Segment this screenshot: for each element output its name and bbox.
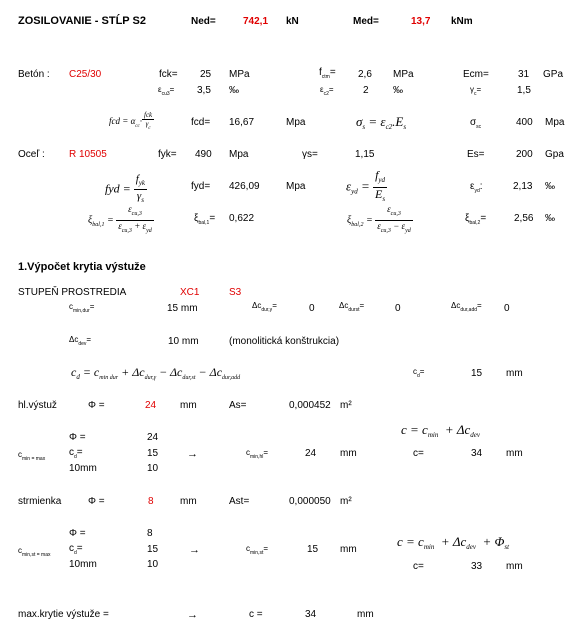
fyd-value: 426,09 [229, 181, 260, 192]
stirrup-row-cd: $c_d=$ [69, 543, 83, 556]
xi1-label: $\xi_{bal,1}=$ [194, 213, 216, 226]
main-row-10: 10mm [69, 463, 97, 474]
as-unit: m² [340, 400, 352, 411]
summary-c-value: 34 [305, 609, 317, 620]
med-value: 13,7 [411, 16, 431, 27]
xi1-value: 0,622 [229, 213, 255, 224]
cminst-value: 15 [307, 544, 319, 555]
main-row-cd: $c_d=$ [69, 447, 83, 460]
main-c-label: c= [413, 448, 424, 459]
ast-label: Ast= [229, 496, 250, 507]
as-label: As= [229, 400, 247, 411]
stirrup-c-formula: $c = c_{min} + \Delta c_{dev} + \Phi_{st}$ [397, 534, 510, 551]
main-arrow-icon: → [187, 448, 198, 460]
main-row-10-value: 10 [147, 463, 159, 474]
dcduradd-label: $\Delta c_{dur,add}=$ [451, 301, 482, 313]
main-phi-label: Φ = [88, 400, 105, 411]
main-c-value: 34 [471, 448, 483, 459]
dcdev-value: 10 mm [168, 336, 199, 347]
summary-label: max.krytie výstuže = [18, 609, 109, 620]
stirrup-row-phi-value: 8 [147, 528, 153, 539]
fctm-value: 2,6 [358, 69, 372, 80]
cd-unit: mm [506, 368, 523, 379]
fyk-label: fyk= [158, 149, 177, 160]
ec2-unit: ‰ [393, 85, 403, 96]
fcd-value: 16,67 [229, 117, 255, 128]
ecu3-label: $\varepsilon_{cu3}=$ [158, 85, 175, 97]
ast-value: 0,000050 [289, 496, 331, 507]
fctm-unit: MPa [393, 69, 414, 80]
ecu3-unit: ‰ [229, 85, 239, 96]
main-rebar-label: hl.výstuž [18, 400, 57, 411]
fcd-label: fcd= [191, 117, 211, 128]
dcdev-label: $\Delta c_{dev}=$ [69, 335, 92, 347]
stirrup-c-value: 33 [471, 561, 483, 572]
steel-class: R 10505 [69, 149, 107, 160]
fcd-unit: Mpa [286, 117, 306, 128]
xi1-formula: $\xi_{bal,1}$ = $\frac{\varepsilon_{cu,3}}{\varepsilon_{cu,3} + \varepsilon_{yd}}$ [88, 204, 152, 234]
stirrup-row-cd-value: 15 [147, 544, 159, 555]
xi2-unit: ‰ [545, 213, 555, 224]
med-unit: kNm [451, 16, 473, 27]
stirrup-row-10-value: 10 [147, 559, 159, 570]
stirrup-phi-label: Φ = [88, 496, 105, 507]
steel-label: Oceľ : [18, 149, 45, 160]
stirrup-row-10: 10mm [69, 559, 97, 570]
main-row-phi-value: 24 [147, 432, 159, 443]
xi2-value: 2,56 [514, 213, 534, 224]
cminhl-label: $c_{min,hl}=$ [246, 448, 269, 460]
section-heading: 1.Výpočet krytia výstuže [18, 261, 146, 273]
cmindur-value: 15 mm [167, 303, 198, 314]
stirrup-phi-unit: mm [180, 496, 197, 507]
sigma-label: $\sigma_{sc}$ [470, 117, 482, 130]
eyd-value: 2,13 [513, 181, 533, 192]
fyd-unit: Mpa [286, 181, 306, 192]
gamma-c-value: 1,5 [517, 85, 531, 96]
fck-label: fck= [159, 69, 178, 80]
stirrup-c-label: c= [413, 561, 424, 572]
stirrup-phi-value: 8 [148, 496, 154, 507]
dcdurg-value: 0 [309, 303, 315, 314]
dcdurst-value: 0 [395, 303, 401, 314]
dcdurg-label: $\Delta c_{dur,\gamma}=$ [252, 301, 277, 313]
es-label: Es= [467, 149, 485, 160]
ec2-value: 2 [363, 85, 369, 96]
med-label: Med= [353, 16, 379, 27]
dcduradd-value: 0 [504, 303, 510, 314]
eyd-label: $\varepsilon_{yd}$: [470, 181, 483, 194]
main-phi-unit: mm [180, 400, 197, 411]
cminhl-unit: mm [340, 448, 357, 459]
cminst-label: $c_{min,st}=$ [246, 544, 269, 556]
fck-unit: MPa [229, 69, 250, 80]
main-c-formula: $c = c_{min} + \Delta c_{dev}$ [401, 422, 480, 439]
fyd-label: fyd= [191, 181, 211, 192]
ned-label: Ned= [191, 16, 216, 27]
fyk-value: 490 [195, 149, 212, 160]
page-title: ZOSILOVANIE - STĹP S2 [18, 15, 146, 27]
xi2-label: $\xi_{bal,2}=$ [465, 213, 487, 226]
exposure-class: XC1 [180, 287, 200, 298]
cd-value: 15 [471, 368, 483, 379]
sigma-value: 400 [516, 117, 533, 128]
sigma-formula: $\sigma_s = \varepsilon_{c2}.E_s$ [356, 114, 407, 131]
ecm-label: Ecm= [463, 69, 489, 80]
stirrup-arrow-icon: → [189, 544, 200, 556]
stirrup-cmin-label: $c_{min,st = max}$ [18, 546, 51, 558]
stirrup-c-unit: mm [506, 561, 523, 572]
ned-value: 742,1 [243, 16, 269, 27]
dcdurst-label: $\Delta c_{durst}=$ [339, 301, 365, 313]
cminhl-value: 24 [305, 448, 317, 459]
fyd-formula: fyd = $\frac{f_{yk}}{\gamma_s}$ [105, 173, 146, 204]
es-value: 200 [516, 149, 533, 160]
concrete-label: Betón : [18, 69, 50, 80]
concrete-class: C25/30 [69, 69, 102, 80]
eyd-formula: $\varepsilon_{yd}$ = $\frac{f_{yd}}{E_s}$ [346, 168, 386, 203]
xi2-formula: $\xi_{bal,2}$ = $\frac{\varepsilon_{cu,3}}{\varepsilon_{cu,3} - \varepsilon_{yd}}$ [347, 204, 411, 234]
es-unit: Gpa [545, 149, 564, 160]
summary-arrow-icon: → [187, 609, 198, 621]
gamma-s-label: γs= [302, 149, 318, 160]
ecm-value: 31 [518, 69, 530, 80]
gamma-s-value: 1,15 [355, 149, 375, 160]
eyd-unit: ‰ [545, 181, 555, 192]
main-cmin-label: $c_{min = max}$ [18, 450, 46, 462]
ned-unit: kN [286, 16, 299, 27]
cmindur-label: $c_{min,dur}=$ [69, 302, 95, 314]
summary-c-unit: mm [357, 609, 374, 620]
ecu3-value: 3,5 [197, 85, 211, 96]
fcd-formula: fcd = $\alpha_{cc}\cdot$ $\frac{\text{fck}}{\gamma_c}$ [109, 111, 153, 131]
dcdev-note: (monolitická konštrukcia) [229, 336, 340, 347]
as-value: 0,000452 [289, 400, 331, 411]
fctm-label: $f_{ctm}=$ [319, 67, 336, 80]
gamma-c-label: $\gamma_c=$ [470, 85, 482, 97]
summary-c-label: c = [249, 609, 263, 620]
cminst-unit: mm [340, 544, 357, 555]
sigma-unit: Mpa [545, 117, 565, 128]
ec2-label: $\varepsilon_{c2}=$ [320, 85, 334, 97]
stirrup-label: strmienka [18, 496, 62, 507]
cd-label: $c_d=$ [413, 367, 425, 379]
main-row-phi: Φ = [69, 432, 86, 443]
main-phi-value: 24 [145, 400, 157, 411]
ast-unit: m² [340, 496, 352, 507]
structural-class: S3 [229, 287, 242, 298]
main-row-cd-value: 15 [147, 448, 159, 459]
fyk-unit: Mpa [229, 149, 249, 160]
exposure-label: STUPEŇ PROSTREDIA [18, 287, 127, 298]
main-c-unit: mm [506, 448, 523, 459]
fck-value: 25 [200, 69, 212, 80]
cd-formula: $c_d = c_{min dur} + \Delta c_{dur,\gamma} - \Delta c_{dur,st} - \Delta c_{dur,add}$ [71, 365, 241, 381]
stirrup-row-phi: Φ = [69, 528, 86, 539]
ecm-unit: GPa [543, 69, 564, 80]
